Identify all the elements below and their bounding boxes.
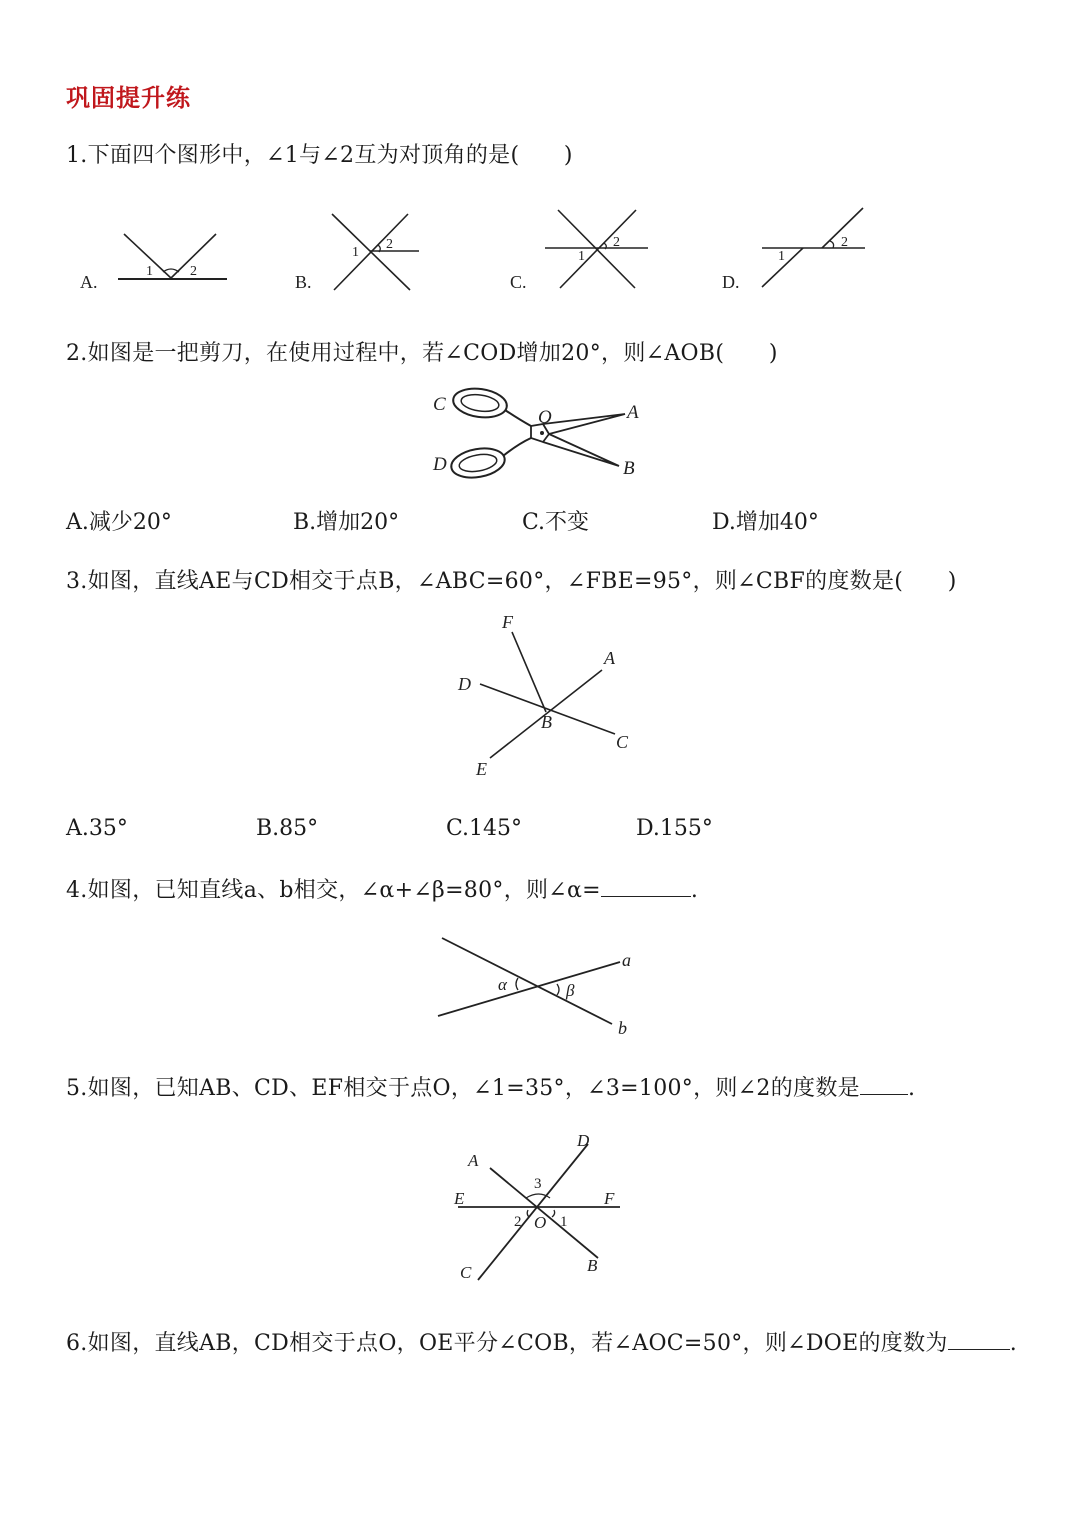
point-b: B — [623, 458, 635, 479]
scissors-figure — [425, 378, 655, 488]
point-d: D — [433, 454, 447, 475]
q3-option-c: C.145° — [446, 816, 523, 841]
line-a-label: a — [622, 950, 631, 970]
question-4-text: 4.如图，已知直线a、b相交，∠α+∠β=80°，则∠α= — [66, 878, 601, 903]
question-2-text: 2.如图是一把剪刀，在使用过程中，若∠COD增加20°，则∠AOB( ) — [66, 341, 778, 366]
q1-option-a-label: A. — [80, 272, 98, 292]
q5-point-f: F — [604, 1189, 615, 1208]
q1-d-angle-1: 1 — [778, 249, 785, 264]
q5-angle-2: 2 — [514, 1214, 522, 1230]
answer-blank-q6[interactable] — [948, 1329, 1010, 1350]
q2-option-c: C.不变 — [522, 510, 590, 535]
q2-option-d: D.增加40° — [712, 510, 819, 535]
q3-point-e: E — [476, 759, 487, 779]
question-5-end: . — [907, 1076, 916, 1101]
three-lines-figure-q5 — [450, 1128, 630, 1288]
question-6-text: 6.如图，直线AB，CD相交于点O，OE平分∠COB，若∠AOC=50°，则∠DOE的度数为 — [66, 1331, 948, 1356]
question-5 — [66, 1071, 915, 1102]
q1-c-angle-2: 2 — [613, 235, 620, 250]
q1-option-c-label: C. — [510, 272, 527, 292]
q3-point-f: F — [502, 612, 513, 632]
q5-angle-3: 3 — [534, 1176, 542, 1192]
q1-a-angle-2: 2 — [190, 264, 197, 279]
question-4 — [66, 873, 698, 904]
question-1-text: 1.下面四个图形中，∠1与∠2互为对顶角的是( ) — [66, 143, 573, 168]
q5-angle-1: 1 — [560, 1214, 568, 1230]
q3-point-d: D — [458, 674, 471, 694]
answer-blank-q5[interactable] — [860, 1074, 908, 1095]
q5-point-b: B — [587, 1256, 598, 1275]
lines-a-b-figure — [430, 928, 650, 1043]
q5-point-a: A — [468, 1151, 479, 1170]
line-b-label: b — [618, 1018, 627, 1038]
question-6 — [66, 1326, 1017, 1357]
question-1-figures — [70, 200, 910, 300]
q1-d-angle-2: 2 — [841, 235, 848, 250]
q3-option-a: A.35° — [66, 816, 128, 841]
point-c: C — [433, 394, 446, 415]
point-a: A — [627, 402, 639, 423]
q1-option-b-label: B. — [295, 272, 312, 292]
q3-point-c: C — [616, 732, 629, 752]
q1-b-angle-2: 2 — [386, 237, 393, 252]
q3-option-d: D.155° — [636, 816, 713, 841]
q1-b-angle-1: 1 — [352, 245, 359, 260]
q5-point-e: E — [454, 1189, 465, 1208]
question-4-end: . — [690, 878, 699, 903]
intersecting-lines-figure-q3 — [450, 608, 650, 788]
q1-option-d-label: D. — [722, 272, 740, 292]
answer-blank-q4[interactable] — [601, 876, 691, 897]
q3-option-b: B.85° — [256, 816, 319, 841]
question-5-text: 5.如图，已知AB、CD、EF相交于点O，∠1=35°，∠3=100°，则∠2的度数是 — [66, 1076, 860, 1101]
q1-a-angle-1: 1 — [146, 264, 153, 279]
question-6-end: . — [1009, 1331, 1018, 1356]
alpha-label: α — [498, 975, 507, 994]
q3-point-a: A — [604, 648, 615, 668]
q3-point-b: B — [541, 712, 552, 732]
q5-point-d: D — [577, 1131, 590, 1150]
q1-c-angle-1: 1 — [578, 249, 585, 264]
question-3-text: 3.如图，直线AE与CD相交于点B，∠ABC=60°，∠FBE=95°，则∠CBF的度数是( ) — [66, 569, 957, 594]
point-o: O — [538, 407, 552, 428]
section-heading: 巩固提升练 — [66, 84, 191, 112]
q2-option-b: B.增加20° — [293, 510, 400, 535]
beta-label: β — [566, 981, 575, 1000]
q5-point-o: O — [534, 1213, 547, 1232]
q2-option-a: A.减少20° — [66, 510, 172, 535]
q5-point-c: C — [460, 1263, 472, 1282]
